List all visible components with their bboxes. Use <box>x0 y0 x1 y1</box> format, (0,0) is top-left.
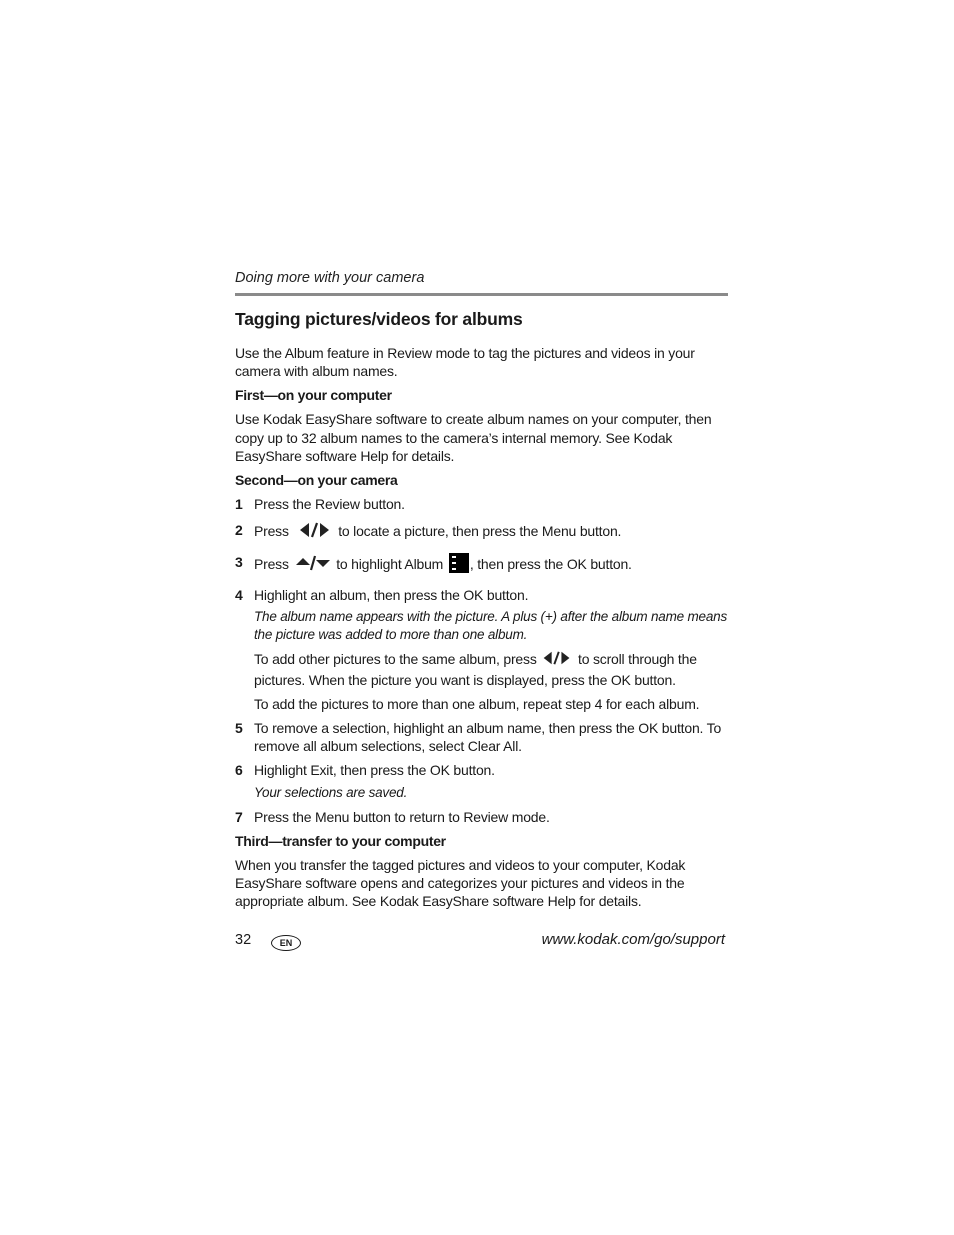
step-text: Highlight Exit, then press the OK button. <box>254 762 495 779</box>
step-text: To remove a selection, highlight an album name, then press the OK button. To remove all album selections, select Clear All. <box>254 720 722 755</box>
first-heading: First—on your computer <box>235 387 392 404</box>
step-text-pre: Press <box>254 523 289 540</box>
main-content <box>235 309 728 917</box>
step-4 <box>235 586 728 604</box>
step-4-more-pre: To add other pictures to the same album, press <box>254 651 537 668</box>
up-down-arrows-icon <box>295 554 331 576</box>
intro-paragraph: Use the Album feature in Review mode to tag the pictures and videos in your camera with album names. <box>235 345 695 380</box>
step-number: 4 <box>235 586 243 603</box>
step-text-pre: Press <box>254 556 289 573</box>
support-url: www.kodak.com/go/support <box>541 931 725 948</box>
language-badge: EN <box>271 935 301 951</box>
step-text: Highlight an album, then press the OK button. <box>254 586 529 603</box>
header-rule <box>235 293 728 296</box>
step-text: Press the Review button. <box>254 496 405 513</box>
step-1 <box>235 495 728 513</box>
step-3 <box>235 553 728 577</box>
step-6 <box>235 761 728 779</box>
step-number: 7 <box>235 808 243 825</box>
second-heading: Second—on your camera <box>235 472 398 489</box>
step-text-post: to locate a picture, then press the Menu button. <box>338 523 622 540</box>
step-number: 1 <box>235 496 243 513</box>
step-number: 3 <box>235 554 243 571</box>
step-text-mid: to highlight Album <box>336 556 444 573</box>
step-7 <box>235 808 728 826</box>
third-heading: Third—transfer to your computer <box>235 833 446 850</box>
step-text-post: , then press the OK button. <box>469 556 632 573</box>
step-2 <box>235 521 728 543</box>
left-right-arrows-icon <box>542 650 572 670</box>
step-6-note: Your selections are saved. <box>254 784 408 800</box>
step-4-more <box>254 650 728 689</box>
step-text: Press the Menu button to return to Review mode. <box>254 808 550 825</box>
step-4-note: The album name appears with the picture. A plus (+) after the album name means the picture was added to more than one album. <box>254 608 728 643</box>
step-4-multi: To add the pictures to more than one album, repeat step 4 for each album. <box>254 695 700 712</box>
page-number: 32 <box>235 932 252 948</box>
step-number: 2 <box>235 522 243 539</box>
step-number: 6 <box>235 762 243 779</box>
album-icon <box>449 553 469 577</box>
first-paragraph: Use Kodak EasyShare software to create album names on your computer, then copy up to 32 album names to the camera’s internal memory. See Kodak EasyShare software Help for details. <box>235 411 712 464</box>
step-5 <box>235 719 728 755</box>
section-title: Tagging pictures/videos for albums <box>235 309 523 329</box>
third-paragraph: When you transfer the tagged pictures and videos to your computer, Kodak EasyShare software opens and categorizes your pictures and videos in the appropriate album. See Kodak EasyShare software Help for details. <box>235 857 686 910</box>
running-header: Doing more with your camera <box>235 270 425 286</box>
step-4-more-post: to scroll through the pictures. When the picture you want is displayed, press the OK button. <box>254 651 697 688</box>
left-right-arrows-icon <box>299 521 331 543</box>
step-number: 5 <box>235 720 243 737</box>
